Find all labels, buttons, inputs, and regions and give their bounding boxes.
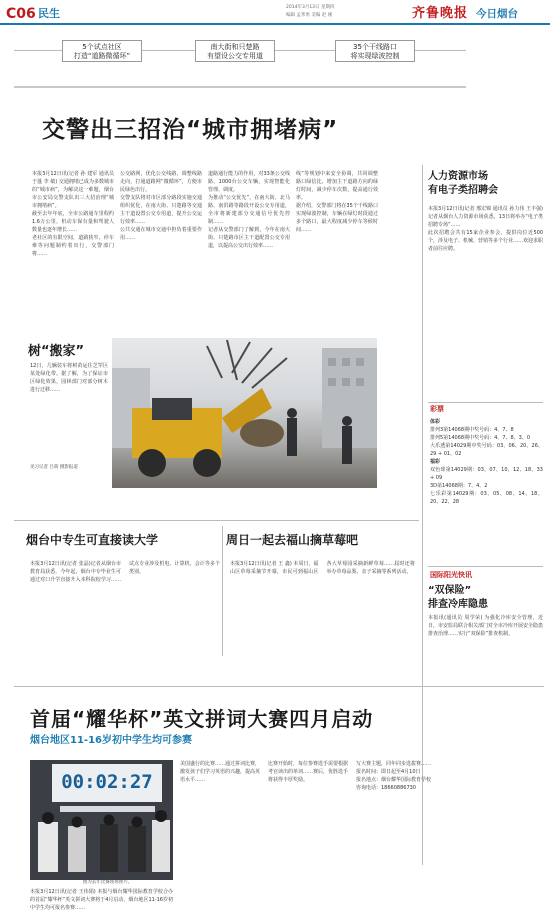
- contest-article-col3: 比赛开始时，每位参赛选手需要根据考官读出的单词……赛后，优胜选手将获得丰厚奖励。: [268, 761, 348, 783]
- lottery-title: 体彩: [430, 419, 441, 425]
- recall-headline: “双保险” 排查冷库隐患: [428, 585, 488, 610]
- fushan-article: 本报3月12日讯(记者 王 鑫) 本周日，福山区草莓采摘节开幕，市民可到福山区各大草莓园采摘新鲜草莓……届时还将举办草莓品鉴、亲子采摘等系列活动。: [230, 561, 415, 575]
- issue-date: 2014年3月13日 星期四: [286, 5, 335, 10]
- contest-photo: [30, 760, 173, 880]
- hr-headline: 人力资源市场 有电子类招聘会: [428, 171, 498, 196]
- fushan-headline: 周日一起去福山摘草莓吧: [226, 533, 359, 547]
- column-rule: [222, 526, 223, 656]
- main-article-col4: 线”等规划中来安全协调，共同调整路口绿信比，增加主干道路方向的绿灯时间，减少停车次数，提高通行效率。 据介绍，交警部门将在35个干线路口实现绿波控制，车辆在绿灯时段通过多个路口，最大程度减少停车等候时间……: [296, 171, 378, 233]
- lottery-label: 彩票: [430, 405, 444, 413]
- tree-credit: 见习记者 吕萌 摄影报道: [30, 465, 78, 470]
- lottery-item: 排列3第14068期中奖号码：4、7、8: [430, 427, 514, 433]
- teaser-box-1: 5个试点社区 打造“道路微循环”: [62, 40, 142, 62]
- lottery-list: [430, 418, 543, 506]
- lottery-item: 七乐彩第14029期：03、05、08、14、18、20、22、28: [430, 491, 543, 505]
- edition-name: 今日烟台: [476, 8, 518, 20]
- main-article-col2: 公交路网，优化公交线路，调整线路走向，打通道路网“微循环”，方便市民绿色出行。 交警支队将对市区部分路段实施交通组织优化，在南大街、只楚路等交通主干道设置公交专用道，提升公交运行效率…… 公共交通在城市交通中担负着重要作用……: [120, 171, 202, 241]
- lottery-rule: [428, 402, 543, 403]
- teaser-box-3: 35个干线路口 将实现绿波控制: [335, 40, 415, 62]
- school-article: 本报3月12日讯(记者 张晶)记者从烟台市教育局获悉，今年起，烟台中专毕业生可通过对口升学直接升入本科院校学习……试点专业涉及机电、计算机、会计等多个类别。: [30, 561, 220, 583]
- school-headline: 烟台中专生可直接读大学: [26, 533, 159, 547]
- contest-article-col4: 写大赛主题，同年同步选拔赛…… 报名时间：即日起至4月10日 报名地点：烟台耀华国际教育学校 咨询电话：18660886730: [356, 761, 432, 791]
- editor-line: 编辑 孟邦勇 美编 赵 刚: [286, 13, 333, 18]
- teaser-box-2: 南大街和只楚路 有望设公交专用道: [195, 40, 275, 62]
- tree-headline: 树“搬家”: [28, 344, 85, 359]
- recall-label: 国际阳光快讯: [430, 571, 472, 579]
- main-headline: 交警出三招治“城市拥堵病”: [42, 117, 339, 143]
- main-article-col1: 本报3月12日讯(记者 孙 建军 通讯员 于蓬 李 敏) 交通拥堵已成为多数城市的“城市病”，为解决这一难题，烟台市公安局交警支队出三大招治理“城市拥堵病”。 截至去年年底，全市公路通车里程约1.6万公里，机动车保有量和驾驶人数量也逐年增长…… 老社区的有限空间，道路狭窄、停车难等问题制约着出行，交警部门将……: [32, 171, 114, 257]
- recall-article: 本报讯(通讯员 周学荣) 为强化冷库安全管理，近日，市安监局联合相关部门对全市冷库开展安全隐患排查治理……实行“双保险”排查机制。: [428, 615, 543, 637]
- lottery-item: 双色球第14029期：03、07、10、12、18、33 + 09: [430, 467, 543, 481]
- page-number: C06: [6, 6, 36, 22]
- hr-article: 本报3月12日讯(记者 邢宏锦 通讯员 孙力伟 王丰强) 记者从烟台人力资源市场获悉，13日将举办“电子类招聘专场”…… 此次招聘会共有15家企业参会，提供岗位近500个，涉及电子、机械、营销等多个行业……欢迎求职者前往应聘。: [428, 206, 543, 252]
- tree-caption: 12日，几辆装车将树苗运往芝罘区某处绿化带。据了解，为了保证市区绿化效果，园林部门对部分树木进行迁移……: [30, 363, 108, 393]
- page-header: [0, 0, 550, 30]
- header-rule: [0, 23, 550, 25]
- lottery-item: 排列5第14068期中奖号码：4、7、8、3、0: [430, 435, 530, 441]
- contest-headline: 首届“耀华杯”英文拼词大赛四月启动: [30, 707, 374, 731]
- contest-photo-caption: 图为去年比赛现场照片。: [82, 880, 133, 885]
- section-name: 民生: [38, 7, 60, 20]
- tree-photo-illustration: [112, 338, 377, 488]
- contest-article-col1: 本报3月12日讯(记者 王伟娟) 本报与烟台耀华国际教育学校合办的首届“耀华杯”英文拼词大赛将于4月启动，烟台地区11-16岁初中学生均可报名参赛……: [30, 889, 173, 911]
- lottery-item: 大乐透第14029期中奖号码：03、06、20、26、29 + 01、02: [430, 443, 543, 457]
- contest-timer: 00:02:27: [61, 771, 153, 793]
- recall-rule: [428, 566, 543, 567]
- contest-article-col2: 美国盛行的比赛……通过拼词比赛，激发孩子们学习英语的兴趣，提高英语水平……: [180, 761, 260, 783]
- contest-subtitle: 烟台地区11-16岁初中学生均可参赛: [30, 735, 192, 746]
- headline-rule: [14, 86, 466, 88]
- newspaper-logo: 齐鲁晚报: [412, 6, 469, 21]
- section-rule: [14, 520, 419, 521]
- tree-moving-photo: [112, 338, 377, 488]
- main-article-col3: 道路通行能力的作用，对33条公交线路、1000台公交车辆，实现智能化管理、调度。 为推动“公交优先”，在南大街、北马路、南洪路等路段开设公交专用道，全市将新建部分交通信号优先控制…… 记者从交警部门了解到，今年在南大街、只楚路市区主干道配置公交专用道，以提高公交出行效率……: [208, 171, 290, 249]
- lottery-item: 3D第14068期：7、4、2: [430, 483, 488, 489]
- lottery-item: 福彩: [430, 459, 441, 465]
- contest-top-rule: [14, 686, 544, 687]
